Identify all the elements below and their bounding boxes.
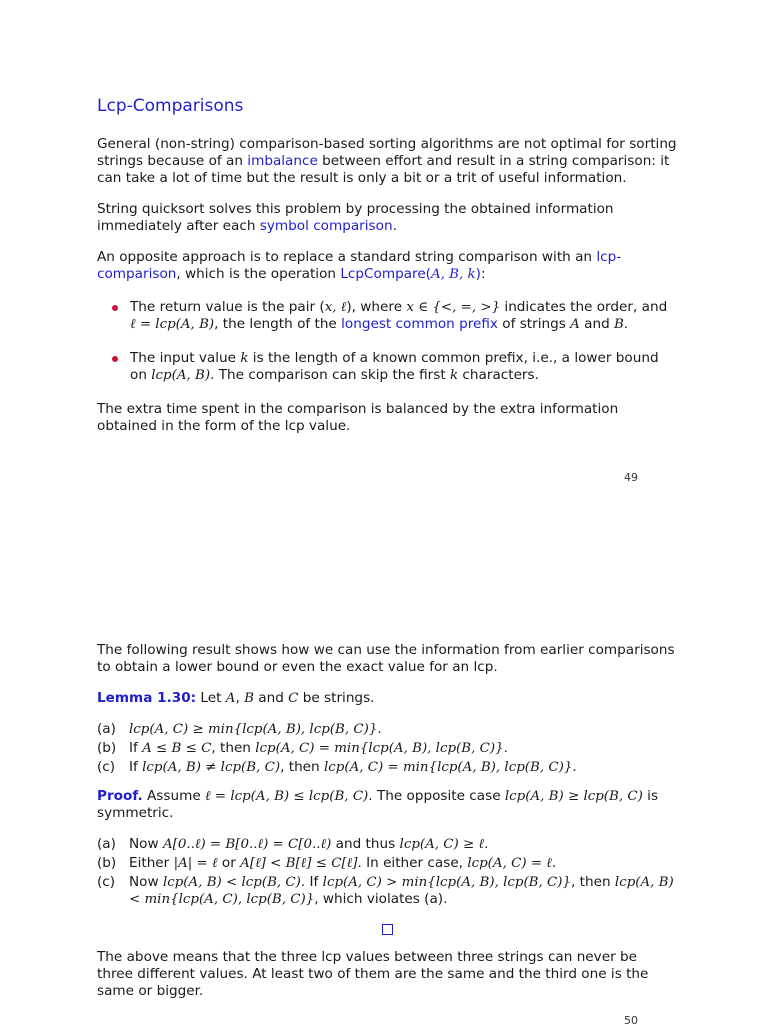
math: A [225, 691, 236, 706]
page-number: 49 [624, 471, 638, 484]
math: A[ℓ] < B[ℓ] ≤ C[ℓ] [240, 856, 358, 871]
item-label: (c) [97, 759, 116, 775]
paragraph-intro [97, 136, 677, 187]
math: x, ℓ [324, 300, 347, 315]
math: lcp(A, C) = ℓ [467, 856, 552, 871]
list-item [97, 836, 677, 853]
link-lcpcompare[interactable] [340, 266, 481, 282]
text: LcpCompare( [340, 266, 431, 282]
item-label: (c) [97, 874, 116, 890]
text: characters. [458, 367, 539, 383]
text: . In either case, [357, 855, 468, 871]
link-longest-common-prefix[interactable]: longest common prefix [341, 316, 498, 332]
math: ℓ = lcp(A, B) ≤ lcp(B, C) [205, 789, 369, 804]
paragraph-string-quicksort [97, 201, 677, 235]
math: A[0..ℓ) = B[0..ℓ) = C[0..ℓ) [162, 837, 332, 852]
link-imbalance[interactable]: imbalance [247, 153, 318, 169]
paragraph-following-result: The following result shows how we can use the information from earlier comparisons to obtain a lower bound or even the exact value for an lcp. [97, 642, 675, 675]
text: , then [280, 759, 324, 775]
text: and [253, 690, 289, 706]
text: is symmetric. [97, 788, 659, 821]
math: |A| = ℓ [173, 856, 218, 871]
text: , then [571, 874, 615, 890]
math: x ∈ {<, =, >} [406, 300, 501, 315]
math: C [288, 691, 299, 706]
text: or [217, 855, 241, 871]
text: General (non-string) comparison-based sorting algorithms are not optimal for sorting strings because of an [97, 136, 677, 169]
list-item [97, 740, 677, 757]
lemma-items [97, 721, 677, 776]
lemma-statement [97, 690, 677, 707]
proof-label: Proof. [97, 788, 143, 804]
list-item [97, 874, 677, 908]
paragraph-opposite-approach [97, 249, 677, 283]
text: If [129, 740, 143, 756]
text: . The comparison can skip the first [210, 367, 450, 383]
text: . [484, 836, 489, 852]
list-item [97, 721, 677, 738]
proof-items [97, 836, 677, 908]
math: lcp(A, C) ≥ ℓ [399, 837, 485, 852]
bullet-icon [112, 356, 118, 362]
text: An opposite approach is to replace a standard string comparison with an [97, 249, 597, 265]
text: ), where [346, 299, 407, 315]
item-label: (b) [97, 855, 117, 871]
text: . The opposite case [368, 788, 505, 804]
math: A ≤ B ≤ C [142, 741, 212, 756]
slide-49 [97, 96, 677, 449]
math: lcp(A, B) ≥ lcp(B, C) [504, 789, 643, 804]
paragraph-extra-time: The extra time spent in the comparison is balanced by the extra information obtained in the form of the lcp value. [97, 401, 619, 434]
text: be strings. [298, 690, 375, 706]
link-symbol-comparison[interactable]: symbol comparison [259, 218, 393, 234]
text: String quicksort solves this problem by processing the obtained information immediately after each [97, 201, 614, 234]
math: A, B, k [431, 267, 476, 282]
math: B [244, 691, 254, 706]
text: . [392, 218, 397, 234]
text: . [551, 855, 557, 871]
text: , the length of the [214, 316, 342, 332]
slide-title: Lcp-Comparisons [97, 96, 244, 116]
list-item [97, 759, 677, 776]
list-item [97, 299, 677, 333]
math: k [240, 351, 249, 366]
math: B [614, 317, 624, 332]
lemma-label: Lemma 1.30: [97, 690, 197, 706]
text: indicates the order, and [500, 299, 668, 315]
qed-box [97, 920, 677, 939]
math: lcp(A, C) > min{lcp(A, B), lcp(B, C)} [322, 875, 572, 890]
slide-50 [97, 642, 677, 1014]
bullet-list [97, 299, 677, 384]
text: , [235, 690, 245, 706]
text: The input value [130, 350, 241, 366]
page-number: 50 [624, 1014, 638, 1027]
text: , then [211, 740, 256, 756]
text: and [579, 316, 615, 332]
qed-square-icon [382, 924, 393, 935]
text: . If [300, 874, 323, 890]
text: The return value is the pair ( [130, 299, 325, 315]
math: lcp(A, B) [151, 368, 211, 383]
proof-statement [97, 788, 677, 822]
text: , which violates (a). [314, 891, 448, 907]
item-label: (a) [97, 721, 116, 737]
math: lcp(A, B) < min{lcp(A, C), lcp(B, C)} [129, 875, 674, 907]
text: , which is the operation [176, 266, 341, 282]
text: Now [129, 874, 163, 890]
text: ) [475, 266, 481, 282]
text: is the length of a known common prefix, i.e., a lower bound on [130, 350, 659, 383]
list-item [97, 350, 677, 384]
paragraph-conclusion: The above means that the three lcp values between three strings can never be three different values. At least two of them are the same and the third one is the same or bigger. [97, 949, 649, 999]
item-label: (b) [97, 740, 117, 756]
text: and thus [331, 836, 400, 852]
text: between effort and result in a string comparison: it can take a lot of time but the result is only a bit or a trit of useful information. [97, 153, 670, 186]
math: lcp(A, C) = min{lcp(A, B), lcp(B, C)}. [255, 741, 508, 756]
text: Let [196, 690, 226, 706]
text: If [129, 759, 143, 775]
item-label: (a) [97, 836, 116, 852]
math: A [570, 317, 580, 332]
list-item [97, 855, 677, 872]
text: Either [129, 855, 174, 871]
text: Assume [142, 788, 206, 804]
math: lcp(A, B) ≠ lcp(B, C) [142, 760, 281, 775]
text: . [623, 316, 629, 332]
text: Now [129, 836, 163, 852]
link-lcp-comparison[interactable]: lcp-comparison [97, 249, 622, 282]
text: of strings [497, 316, 571, 332]
math: k [449, 368, 459, 383]
math: lcp(A, C) = min{lcp(A, B), lcp(B, C)}. [323, 760, 577, 775]
math: lcp(A, C) ≥ min{lcp(A, B), lcp(B, C)}. [129, 722, 382, 737]
bullet-icon [112, 305, 118, 311]
text: : [480, 266, 486, 282]
math: lcp(A, B) < lcp(B, C) [162, 875, 301, 890]
math: ℓ = lcp(A, B) [130, 317, 215, 332]
